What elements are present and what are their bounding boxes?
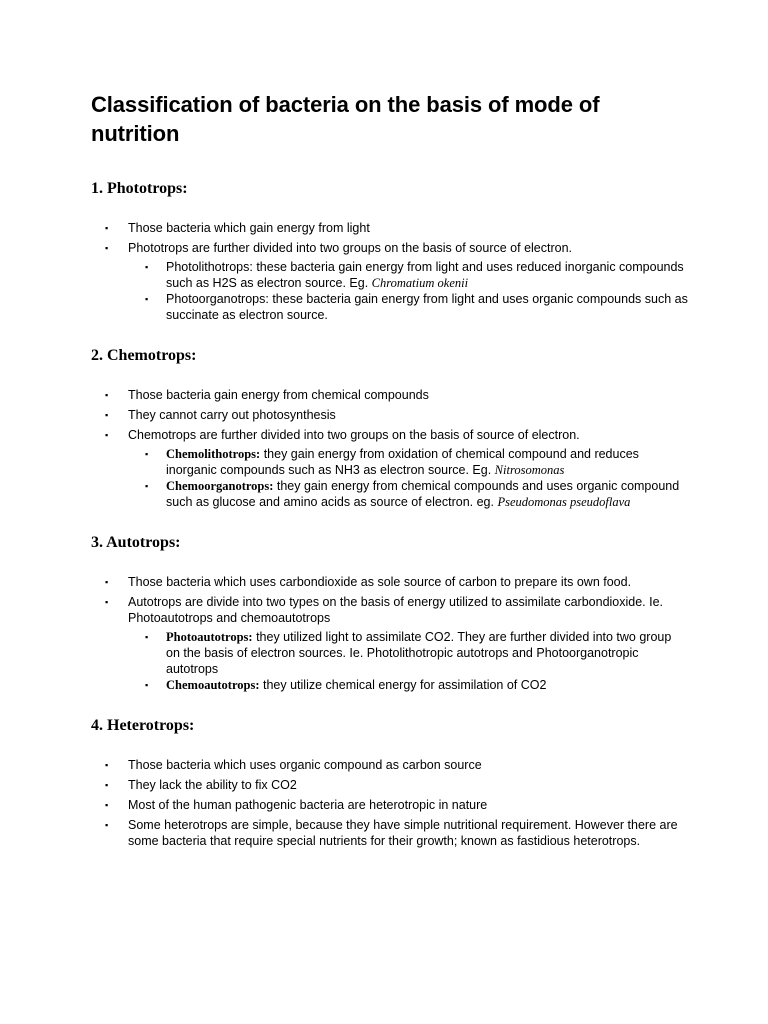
section-phototrops — [91, 179, 688, 323]
species-name: Chromatium okenii — [371, 276, 469, 290]
bullet-icon: ▪ — [145, 449, 149, 459]
sub-bullet-list — [128, 446, 688, 510]
list-item — [91, 427, 688, 510]
bullet-icon: ▪ — [105, 800, 109, 810]
list-item — [91, 220, 688, 236]
section-autotrops — [91, 533, 688, 693]
sub-item-text: they gain energy from chemical compounds and uses organic compound such as glucose and amino acids as source of electron. eg. — [166, 479, 680, 509]
bullet-icon: ▪ — [105, 430, 109, 440]
section-heterotrops — [91, 716, 688, 849]
term-label: Chemoorganotrops: — [166, 479, 274, 493]
sub-list-item — [128, 478, 688, 510]
bullet-icon: ▪ — [105, 410, 109, 420]
term-label: Chemolithotrops: — [166, 447, 261, 461]
list-item — [91, 817, 688, 849]
sub-list-item — [128, 291, 688, 323]
bullet-list — [91, 757, 688, 849]
section-heading: 2. Chemotrops: — [91, 347, 197, 364]
species-name: Nitrosomonas — [494, 463, 565, 477]
bullet-icon: ▪ — [105, 597, 109, 607]
section-heading: 3. Autotrops: — [91, 534, 181, 551]
term-label: Photoautotrops: — [166, 630, 253, 644]
bullet-icon: ▪ — [105, 760, 109, 770]
list-item — [91, 594, 688, 693]
sub-list-item — [128, 677, 688, 693]
bullet-icon: ▪ — [105, 820, 109, 830]
list-item — [91, 797, 688, 813]
sub-list-item — [128, 446, 688, 478]
list-item-text: Those bacteria gain energy from chemical compounds — [128, 388, 429, 402]
sub-item-text: Photoorganotrops: these bacteria gain energy from light and uses organic compounds such as succinate as electron source. — [166, 292, 688, 322]
list-item-text: Chemotrops are further divided into two groups on the basis of source of electron. — [128, 428, 580, 442]
list-item — [91, 407, 688, 423]
term-label: Chemoautotrops: — [166, 678, 260, 692]
list-item-text: Those bacteria which gain energy from light — [128, 221, 370, 235]
bullet-list — [91, 574, 688, 693]
section-heading: 1. Phototrops: — [91, 180, 188, 197]
section-heading: 4. Heterotrops: — [91, 717, 195, 734]
sub-list-item — [128, 259, 688, 291]
sub-item-text: they utilized light to assimilate CO2. They are further divided into two group on the basis of electron sources. Ie. Photolithotropic autotrops and Photoorganotropic autotrops — [166, 630, 672, 676]
bullet-icon: ▪ — [105, 780, 109, 790]
list-item-text: They cannot carry out photosynthesis — [128, 408, 336, 422]
bullet-list — [91, 220, 688, 323]
list-item-text: They lack the ability to fix CO2 — [128, 778, 297, 792]
sub-list-item — [128, 629, 688, 677]
bullet-icon: ▪ — [145, 262, 149, 272]
list-item-text: Most of the human pathogenic bacteria are heterotropic in nature — [128, 798, 488, 812]
bullet-icon: ▪ — [105, 577, 109, 587]
bullet-list — [91, 387, 688, 510]
list-item — [91, 777, 688, 793]
bullet-icon: ▪ — [145, 632, 149, 642]
list-item-text: Autotrops are divide into two types on the basis of energy utilized to assimilate carbondioxide. Ie. Photoautotrops and chemoautotrops — [128, 595, 664, 625]
list-item — [91, 574, 688, 590]
section-chemotrops — [91, 346, 688, 510]
species-name: Pseudomonas pseudoflava — [497, 495, 631, 509]
list-item — [91, 240, 688, 323]
list-item — [91, 757, 688, 773]
bullet-icon: ▪ — [105, 223, 109, 233]
list-item — [91, 387, 688, 403]
bullet-icon: ▪ — [145, 481, 149, 491]
sub-bullet-list — [128, 629, 688, 693]
list-item-text: Some heterotrops are simple, because they have simple nutritional requirement. However there are some bacteria that require special nutrients for their growth; known as fastidious heterotrops. — [128, 818, 678, 848]
sub-item-text: they utilize chemical energy for assimilation of CO2 — [259, 678, 547, 692]
list-item-text: Those bacteria which uses organic compound as carbon source — [128, 758, 482, 772]
bullet-icon: ▪ — [105, 243, 109, 253]
sub-item-text: they gain energy from oxidation of chemical compound and reduces inorganic compounds such as NH3 as electron source. Eg. — [166, 447, 639, 477]
bullet-icon: ▪ — [105, 390, 109, 400]
sub-item-text: Photolithotrops: these bacteria gain energy from light and uses reduced inorganic compounds such as H2S as electron source. Eg. — [166, 260, 684, 290]
bullet-icon: ▪ — [145, 294, 149, 304]
list-item-text: Phototrops are further divided into two groups on the basis of source of electron. — [128, 241, 573, 255]
bullet-icon: ▪ — [145, 680, 149, 690]
list-item-text: Those bacteria which uses carbondioxide as sole source of carbon to prepare its own food. — [128, 575, 632, 589]
sub-bullet-list — [128, 259, 688, 323]
document-title: Classification of bacteria on the basis of mode of nutrition — [91, 92, 600, 146]
